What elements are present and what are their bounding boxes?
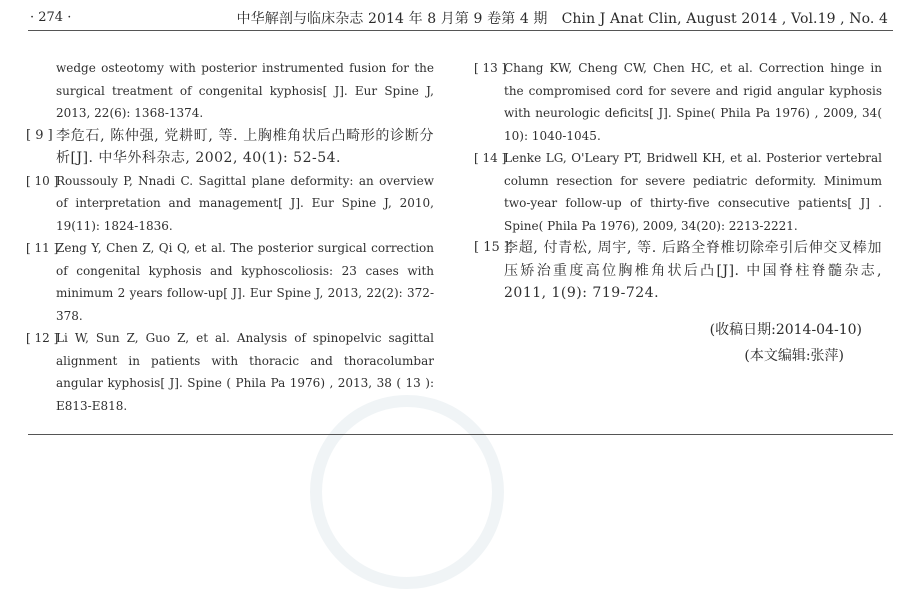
reference-continuation [26,57,434,125]
reference-text: Lenke LG, O'Leary PT, Bridwell KH, et al. Posterior vertebral column resection for severe pediatric deformity. Minimum two-year follow-up of thirty-five consecutive patients[ J] . Spine( Phila Pa 1976), 2009, 34(20): 2213-2221. [504,151,882,233]
footer-rule [28,434,893,435]
reference-text: 李超, 付青松, 周宇, 等. 后路全脊椎切除牵引后伸交叉棒加压矫治重度高位胸椎角状后凸[J]. 中国脊柱脊髓杂志, 2011, 1(9): 719-724. [504,240,882,301]
reference-13 [474,57,882,147]
reference-text: Roussouly P, Nnadi C. Sagittal plane deformity: an overview of interpretation and management[ J]. Eur Spine J, 2010, 19(11): 1824-1836. [56,173,434,233]
reference-text: Li W, Sun Z, Guo Z, et al. Analysis of spinopelvic sagittal alignment in patients with thoracic and thoracolumbar angular kyphosis[ J]. Spine ( Phila Pa 1976) , 2013, 38 ( 13 ): E813-E818. [56,331,434,413]
reference-11 [26,237,434,327]
running-head: 中华解剖与临床杂志 2014 年 8 月第 9 卷第 4 期 Chin J Anat Clin, August 2014 , Vol.19 , No. 4 [236,11,888,27]
received-date: (收稿日期:2014-04-10) [709,322,862,338]
reference-number: [ 13 ] [474,61,507,75]
reference-number: [ 11 ] [26,241,59,255]
watermark-seal [310,395,504,589]
reference-14 [474,147,882,237]
header-rule [28,30,893,31]
reference-number: [ 14 ] [474,151,507,165]
reference-number: [ 10 ] [26,173,59,188]
reference-9 [26,125,434,170]
reference-number: [ 12 ] [26,331,59,345]
left-column [26,57,434,417]
reference-number: [ 9 ] [26,127,53,143]
right-column [474,57,882,305]
reference-number: [ 15 ] [474,240,509,255]
editor-credit: (本文编辑:张萍) [744,348,844,364]
reference-text: Chang KW, Cheng CW, Chen HC, et al. Correction hinge in the compromised cord for severe and rigid angular kyphosis with neurologic deficits[ J]. Spine( Phila Pa 1976) , 2009, 34( 10): 1040-1045. [504,61,882,143]
page-header [0,0,900,40]
reference-15 [474,237,882,305]
reference-text: Zeng Y, Chen Z, Qi Q, et al. The posterior surgical correction of congenital kyphosis and kyphoscoliosis: 23 cases with minimum 2 years follow-up[ J]. Eur Spine J, 2013, 22(2): 372-378. [56,241,434,323]
reference-text: 李危石, 陈仲强, 党耕町, 等. 上胸椎角状后凸畸形的诊断分析[J]. 中华外科杂志, 2002, 40(1): 52-54. [56,127,434,166]
page-number: · 274 · [30,10,72,25]
reference-text: wedge osteotomy with posterior instrumented fusion for the surgical treatment of congenital kyphosis[ J]. Eur Spine J, 2013, 22(6): 1368-1374. [56,61,434,120]
reference-10 [26,170,434,238]
